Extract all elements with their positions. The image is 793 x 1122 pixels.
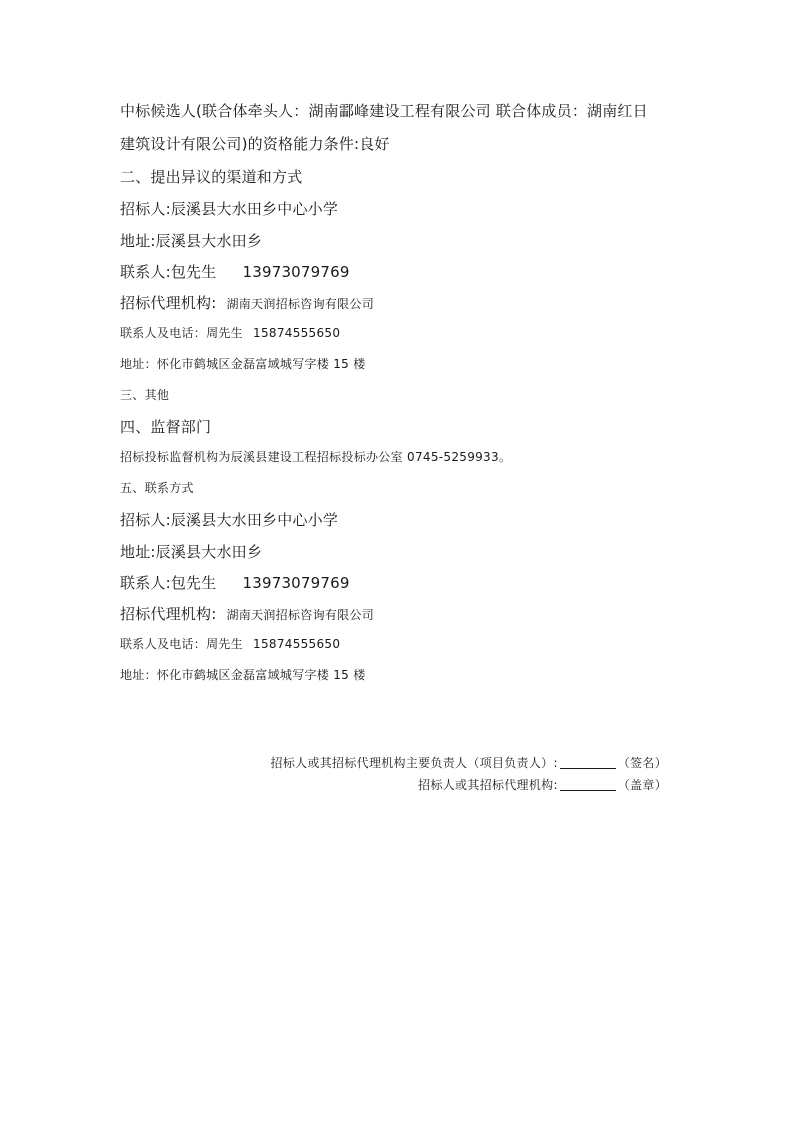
section5-agency-contact-phone: 15874555650 [253,637,341,651]
section5-agency-contact [120,635,340,652]
signature-line1-label: 招标人或其招标代理机构主要负责人（项目负责人）: [270,756,558,770]
section4-body: 招标投标监督机构为辰溪县建设工程招标投标办公室 0745-5259933。 [120,450,512,464]
signature-line-2 [418,776,667,793]
section2-contact-label: 联系人:包先生 [120,263,217,281]
signature-line-1 [271,754,667,771]
section3-heading: 三、其他 [120,388,170,402]
section2-contact [120,261,350,282]
candidate-paragraph-line1: 中标候选人(联合体牵头人：湖南酃峰建设工程有限公司 联合体成员：湖南红日 [120,102,648,120]
signature-line1-suffix: （签名） [617,756,667,770]
section2-tenderer: 招标人:辰溪县大水田乡中心小学 [120,200,339,218]
signature-line2-suffix: （盖章） [617,778,667,792]
section2-agency-contact [120,324,340,341]
section2-agency-contact-label: 联系人及电话：周先生 [120,326,244,340]
signature-line2-label: 招标人或其招标代理机构: [418,778,558,792]
section2-agency-label: 招标代理机构: [120,294,217,312]
section5-agency [120,603,374,624]
section5-agency-label: 招标代理机构: [120,605,217,623]
candidate-paragraph-line2: 建筑设计有限公司)的资格能力条件:良好 [120,135,390,153]
section2-agency-contact-phone: 15874555650 [253,326,341,340]
section5-contact [120,572,350,593]
section2-agency-name: 湖南天润招标咨询有限公司 [226,297,375,311]
section4-heading: 四、监督部门 [120,418,212,436]
section5-tenderer: 招标人:辰溪县大水田乡中心小学 [120,511,339,529]
section2-contact-phone: 13973079769 [242,263,350,281]
section5-contact-phone: 13973079769 [242,574,350,592]
section2-heading: 二、提出异议的渠道和方式 [120,168,303,186]
signature-blank[interactable] [560,756,616,769]
section5-agency-address: 地址：怀化市鹤城区金磊富域城写字楼 15 楼 [120,668,366,682]
section5-contact-label: 联系人:包先生 [120,574,217,592]
section5-agency-contact-label: 联系人及电话：周先生 [120,637,244,651]
seal-blank[interactable] [560,778,616,791]
section5-agency-name: 湖南天润招标咨询有限公司 [226,608,375,622]
section2-agency-address: 地址：怀化市鹤城区金磊富域城写字楼 15 楼 [120,357,366,371]
section2-agency [120,292,374,313]
section5-address: 地址:辰溪县大水田乡 [120,543,263,561]
section5-heading: 五、联系方式 [120,481,194,495]
section2-address: 地址:辰溪县大水田乡 [120,232,263,250]
